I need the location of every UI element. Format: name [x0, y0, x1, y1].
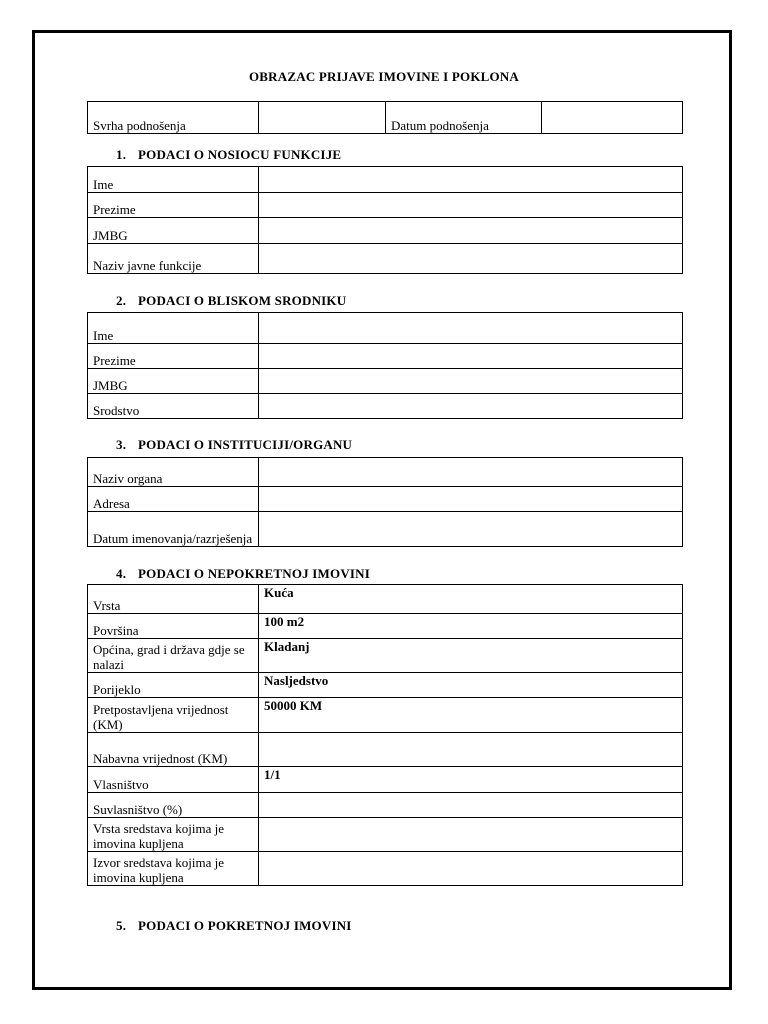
field-povrsina[interactable]: 100 m2	[259, 614, 683, 639]
label-povrsina: Površina	[88, 614, 259, 639]
field-naziv-javne-funkcije[interactable]	[259, 244, 683, 274]
field-jmbg[interactable]	[259, 218, 683, 244]
label-opcina: Općina, grad i država gdje se nalazi	[88, 639, 259, 673]
field-izvor-sredstava[interactable]	[259, 852, 683, 886]
field-pretpostavljena-vrijednost[interactable]: 50000 KM	[259, 698, 683, 733]
label-pretpostavljena-vrijednost: Pretpostavljena vrijednost (KM)	[88, 698, 259, 733]
label-vrsta: Vrsta	[88, 585, 259, 614]
field-naziv-organa[interactable]	[259, 458, 683, 487]
institution-table	[87, 457, 683, 547]
field-ime[interactable]	[259, 167, 683, 193]
label-jmbg: JMBG	[88, 218, 259, 244]
label-prezime: Prezime	[88, 344, 259, 369]
field-suvlasnistvo[interactable]	[259, 793, 683, 818]
section-5-heading: 5. PODACI O POKRETNOJ IMOVINI	[116, 918, 352, 933]
label-ime: Ime	[88, 313, 259, 344]
label-naziv-organa: Naziv organa	[88, 458, 259, 487]
section-3-heading: 3. PODACI O INSTITUCIJI/ORGANU	[116, 437, 353, 452]
label-suvlasnistvo: Suvlasništvo (%)	[88, 793, 259, 818]
label-vlasnistvo: Vlasništvo	[88, 767, 259, 793]
field-vlasnistvo[interactable]: 1/1	[259, 767, 683, 793]
field-prezime[interactable]	[259, 344, 683, 369]
purpose-label: Svrha podnošenja	[88, 102, 259, 134]
section-2-heading: 2. PODACI O BLISKOM SRODNIKU	[116, 293, 347, 308]
label-vrsta-sredstava: Vrsta sredstava kojima je imovina kupljena	[88, 818, 259, 852]
field-datum-imenovanja[interactable]	[259, 512, 683, 547]
field-jmbg[interactable]	[259, 369, 683, 394]
label-prezime: Prezime	[88, 193, 259, 218]
label-nabavna-vrijednost: Nabavna vrijednost (KM)	[88, 733, 259, 767]
label-naziv-javne-funkcije: Naziv javne funkcije	[88, 244, 259, 274]
field-prezime[interactable]	[259, 193, 683, 218]
label-adresa: Adresa	[88, 487, 259, 512]
purpose-field[interactable]	[259, 102, 386, 134]
section-1-heading: 1. PODACI O NOSIOCU FUNKCIJE	[116, 147, 342, 162]
field-srodstvo[interactable]	[259, 394, 683, 419]
section-4-heading: 4. PODACI O NEPOKRETNOJ IMOVINI	[116, 566, 371, 581]
field-vrsta[interactable]: Kuća	[259, 585, 683, 614]
field-opcina[interactable]: Kladanj	[259, 639, 683, 673]
label-datum-imenovanja: Datum imenovanja/razrješenja	[88, 512, 259, 547]
date-field[interactable]	[542, 102, 683, 134]
real-estate-table	[87, 584, 683, 886]
label-izvor-sredstava: Izvor sredstava kojima je imovina kupljena	[88, 852, 259, 886]
label-porijeklo: Porijeklo	[88, 673, 259, 698]
label-srodstvo: Srodstvo	[88, 394, 259, 419]
label-ime: Ime	[88, 167, 259, 193]
field-nabavna-vrijednost[interactable]	[259, 733, 683, 767]
relative-table	[87, 312, 683, 419]
field-vrsta-sredstava[interactable]	[259, 818, 683, 852]
form-title: OBRAZAC PRIJAVE IMOVINE I POKLONA	[249, 69, 519, 84]
field-porijeklo[interactable]: Nasljedstvo	[259, 673, 683, 698]
label-jmbg: JMBG	[88, 369, 259, 394]
field-adresa[interactable]	[259, 487, 683, 512]
field-ime[interactable]	[259, 313, 683, 344]
officeholder-table	[87, 166, 683, 274]
submission-table	[87, 101, 683, 134]
date-label: Datum podnošenja	[386, 102, 542, 134]
